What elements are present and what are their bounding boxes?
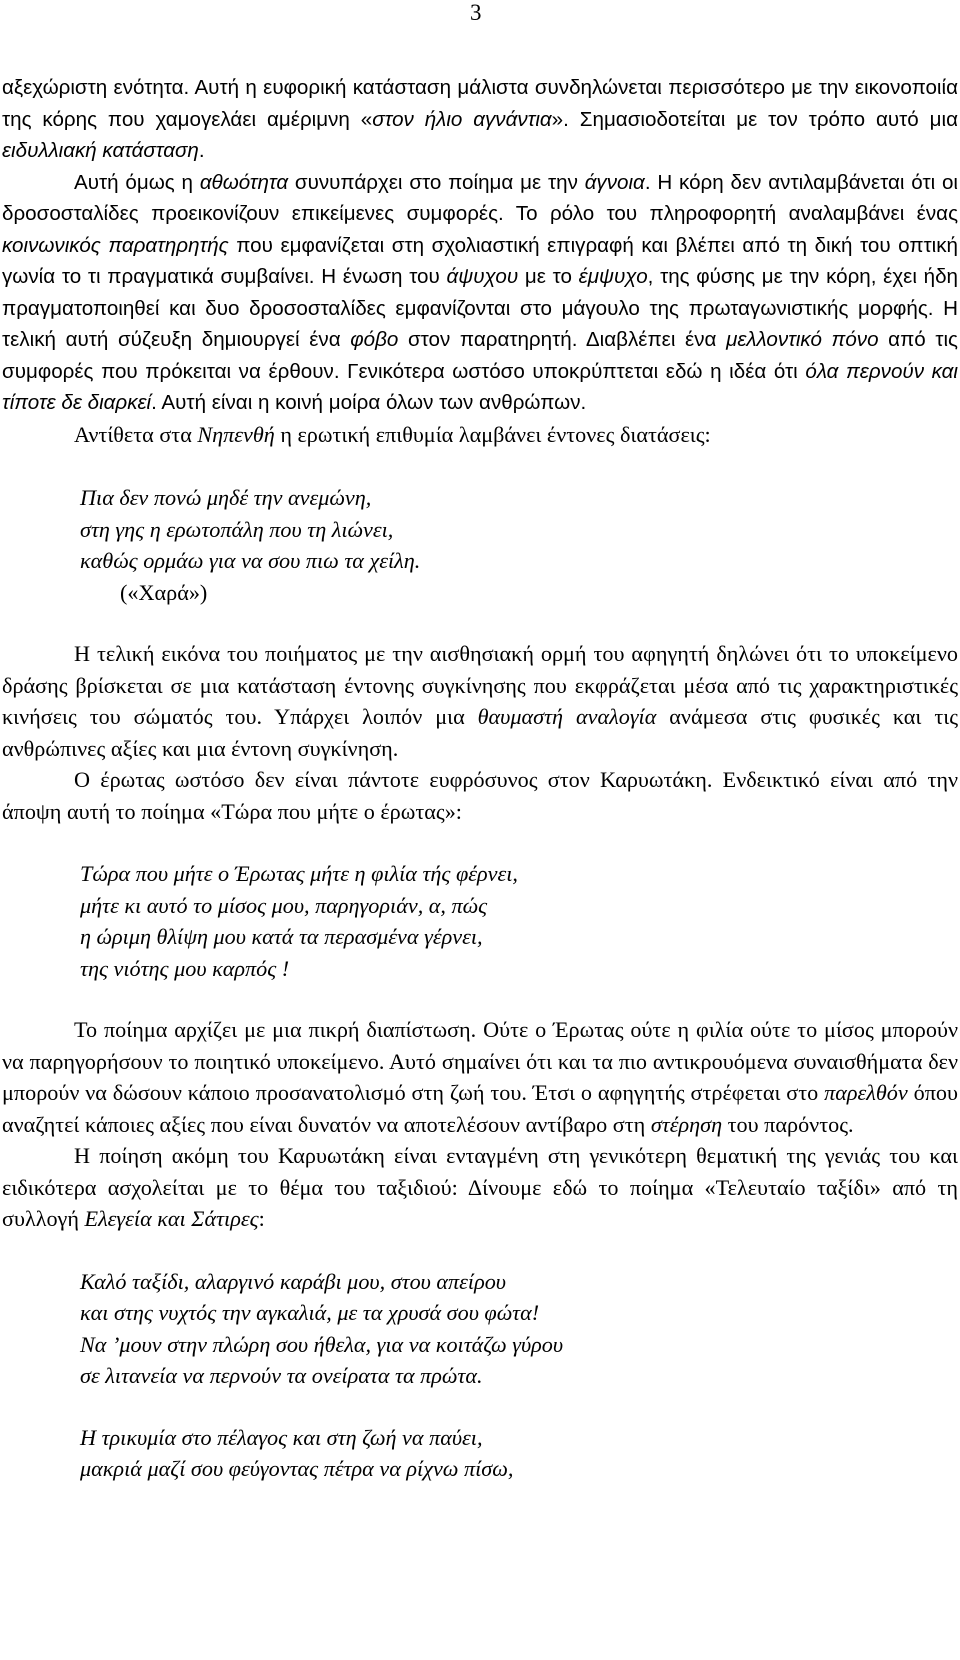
italic-run: στέρηση — [650, 1111, 723, 1137]
text-run: όπου αναζητεί κάποιες αξίες που είναι δυνατόν να αποτελέσουν αντίβαρο στη — [2, 1080, 959, 1137]
text-run: , της φύσης με την κόρη, έχει ήδη πραγματοποιηθεί και δυο δροσοσταλίδες εμφανίζονται στο μάγουλο της πρωταγωνιστικής μορφής. Η τελική αυτή σύζευξη δημιουργεί ένα — [2, 265, 958, 351]
italic-run: μελλοντικό πόνο — [726, 328, 879, 351]
paragraph-6 — [2, 1014, 958, 1140]
text-run: αξεχώριστη ενότητα. Αυτή η ευφορική κατάσταση μάλιστα συνδηλώνεται περισσότερο με την εικονοποιία της κόρης που χαμογελάει αμέριμνη « — [2, 76, 958, 131]
italic-run: ειδυλλιακή κατάσταση — [2, 139, 199, 162]
italic-run: όλα περνούν και τίποτε δε διαρκεί — [2, 359, 958, 414]
text-run: με το — [518, 265, 579, 288]
poem-excerpt-1 — [2, 482, 958, 608]
text-run: Ο έρωτας ωστόσο δεν είναι πάντοτε ευφρόσυνος στον Καρυωτάκη. Ενδεικτικό είναι από την άποψη αυτή το ποίημα «Τώρα που μήτε ο έρωτας»: — [2, 767, 958, 824]
italic-run: αθωότητα — [199, 170, 289, 194]
paragraph-4 — [2, 638, 958, 764]
text-run: που εμφανίζεται στη σχολιαστική επιγραφή και βλέπει από τη δική του οπτική γωνία το τι πραγματικά συμβαίνει. Η ένωση του — [2, 233, 958, 288]
text-run: ». Σημασιοδοτείται με τον τρόπο αυτό μια — [551, 107, 959, 131]
document-body — [2, 72, 958, 1485]
text-run: . Αυτή είναι η κοινή μοίρα όλων των ανθρώπων. — [151, 391, 587, 414]
italic-run: άψυχου — [446, 265, 519, 288]
poem-excerpt-3 — [2, 1266, 958, 1392]
poem-attribution: («Χαρά») — [120, 579, 208, 605]
italic-run: Ελεγεία και Σάτιρες — [84, 1206, 259, 1231]
text-run: . — [198, 139, 205, 162]
spacer — [2, 1235, 958, 1266]
poem-line: Τώρα που μήτε ο Έρωτας μήτε η φιλία τής φέρνει, — [80, 861, 518, 886]
poem-line: Καλό ταξίδι, αλαργινό καράβι μου, στου απείρου — [80, 1268, 506, 1294]
text-run: από τις συμφορές που πρόκειται να έρθουν. Γενικότερα ωστόσο υποκρύπτεται εδώ η ιδέα ότι — [2, 328, 958, 383]
italic-run: Νηπενθή — [197, 421, 275, 447]
poem-excerpt-2 — [2, 858, 958, 984]
spacer — [2, 984, 958, 1014]
poem-excerpt-4 — [2, 1422, 958, 1485]
poem-line: καθώς ορμάω για να σου πιω τα χείλη. — [80, 548, 421, 573]
text-run: Αυτή όμως η — [74, 170, 200, 194]
text-run: Το ποίημα αρχίζει με μια πικρή διαπίστωση. Ούτε ο Έρωτας ούτε η φιλία ούτε το μίσος μπορούν να παρηγορήσουν το ποιητικό υποκείμενο. Αυτό σημαίνει ότι και τα πιο αντικρουόμενα συναισθήματα δεν μπορούν να δώσουν κάποιο προσανατολισμό στη ζωή του. Έτσι ο αφηγητής στρέφεται στο — [2, 1017, 958, 1105]
poem-line: Η τρικυμία στο πέλαγος και στη ζωή να παύει, — [80, 1424, 483, 1450]
text-run: η ερωτική επιθυμία λαμβάνει έντονες διατάσεις: — [274, 421, 711, 447]
spacer — [2, 827, 958, 858]
poem-line: μήτε κι αυτό το μίσος μου, παρηγοριάν, α, πώς — [80, 892, 488, 918]
italic-run: θαυμαστή αναλογία — [477, 704, 657, 729]
text-run: . Η κόρη δεν αντιλαμβάνεται ότι οι δροσοσταλίδες προεικονίζουν επικείμενες συμφορές. Το ρόλο του πληροφορητή αναλαμβάνει ένας — [2, 170, 959, 225]
text-run: Η ποίηση ακόμη του Καρυωτάκη είναι ενταγμένη στη γενικότερη θεματική της γενιάς του και ειδικότερα ασχολείται με το θέμα του ταξιδιού: Δίνουμε εδώ το ποίημα «Τελευταίο ταξίδι» από τη συλλογή — [2, 1143, 958, 1231]
poem-line: στη γης η ερωτοπάλη που τη λιώνει, — [80, 516, 394, 542]
poem-line: της νιότης μου καρπός ! — [80, 955, 290, 981]
poem-line: μακριά μαζί σου φεύγοντας πέτρα να ρίχνω πίσω, — [80, 1456, 514, 1481]
italic-run: έμψυχο — [578, 265, 648, 288]
paragraph-5 — [2, 764, 958, 827]
poem-line: Να ’μουν στην πλώρη σου ήθελα, για να κοιτάζω γύρου — [80, 1331, 564, 1357]
text-run: Αντίθετα στα — [74, 421, 198, 447]
text-run: ανάμεσα στις φυσικές και τις ανθρώπινες αξίες και μια έντονη συγκίνηση. — [2, 704, 958, 761]
paragraph-1 — [2, 72, 958, 167]
spacer — [2, 608, 958, 638]
poem-line: σε λιτανεία να περνούν τα ονείρατα τα πρώτα. — [80, 1363, 483, 1388]
paragraph-2 — [2, 167, 958, 419]
italic-run: στον ήλιο αγνάντια — [372, 107, 552, 131]
italic-run: φόβο — [350, 328, 399, 351]
page-number: 3 — [470, 0, 482, 25]
poem-line: και στης νυχτός την αγκαλιά, με τα χρυσά σου φώτα! — [80, 1300, 540, 1325]
poem-line: η ώριμη θλίψη μου κατά τα περασμένα γέρνει, — [80, 924, 483, 949]
spacer — [2, 1392, 958, 1422]
poem-line: Πια δεν πονώ μηδέ την ανεμώνη, — [80, 485, 372, 510]
text-run: στον παρατηρητή. Διαβλέπει ένα — [398, 328, 727, 351]
paragraph-3 — [2, 419, 958, 451]
spacer — [2, 450, 958, 482]
text-run: Η τελική εικόνα του ποιήματος με την αισθησιακή ορμή του αφηγητή δηλώνει ότι το υποκείμενο δράσης βρίσκεται σε μια κατάσταση έντονης συγκίνησης που εκφράζεται μέσα από τις χαρακτηριστικές κινήσεις του σώματός του. Υπάρχει λοιπόν μια — [2, 641, 958, 729]
italic-run: άγνοια — [584, 170, 645, 194]
italic-run: παρελθόν — [824, 1080, 908, 1105]
text-run: του παρόντος. — [722, 1111, 854, 1137]
text-run: : — [258, 1206, 265, 1231]
italic-run: κοινωνικός παρατηρητής — [2, 233, 229, 257]
paragraph-7 — [2, 1140, 958, 1235]
text-run: συνυπάρχει στο ποίημα με την — [288, 170, 585, 194]
